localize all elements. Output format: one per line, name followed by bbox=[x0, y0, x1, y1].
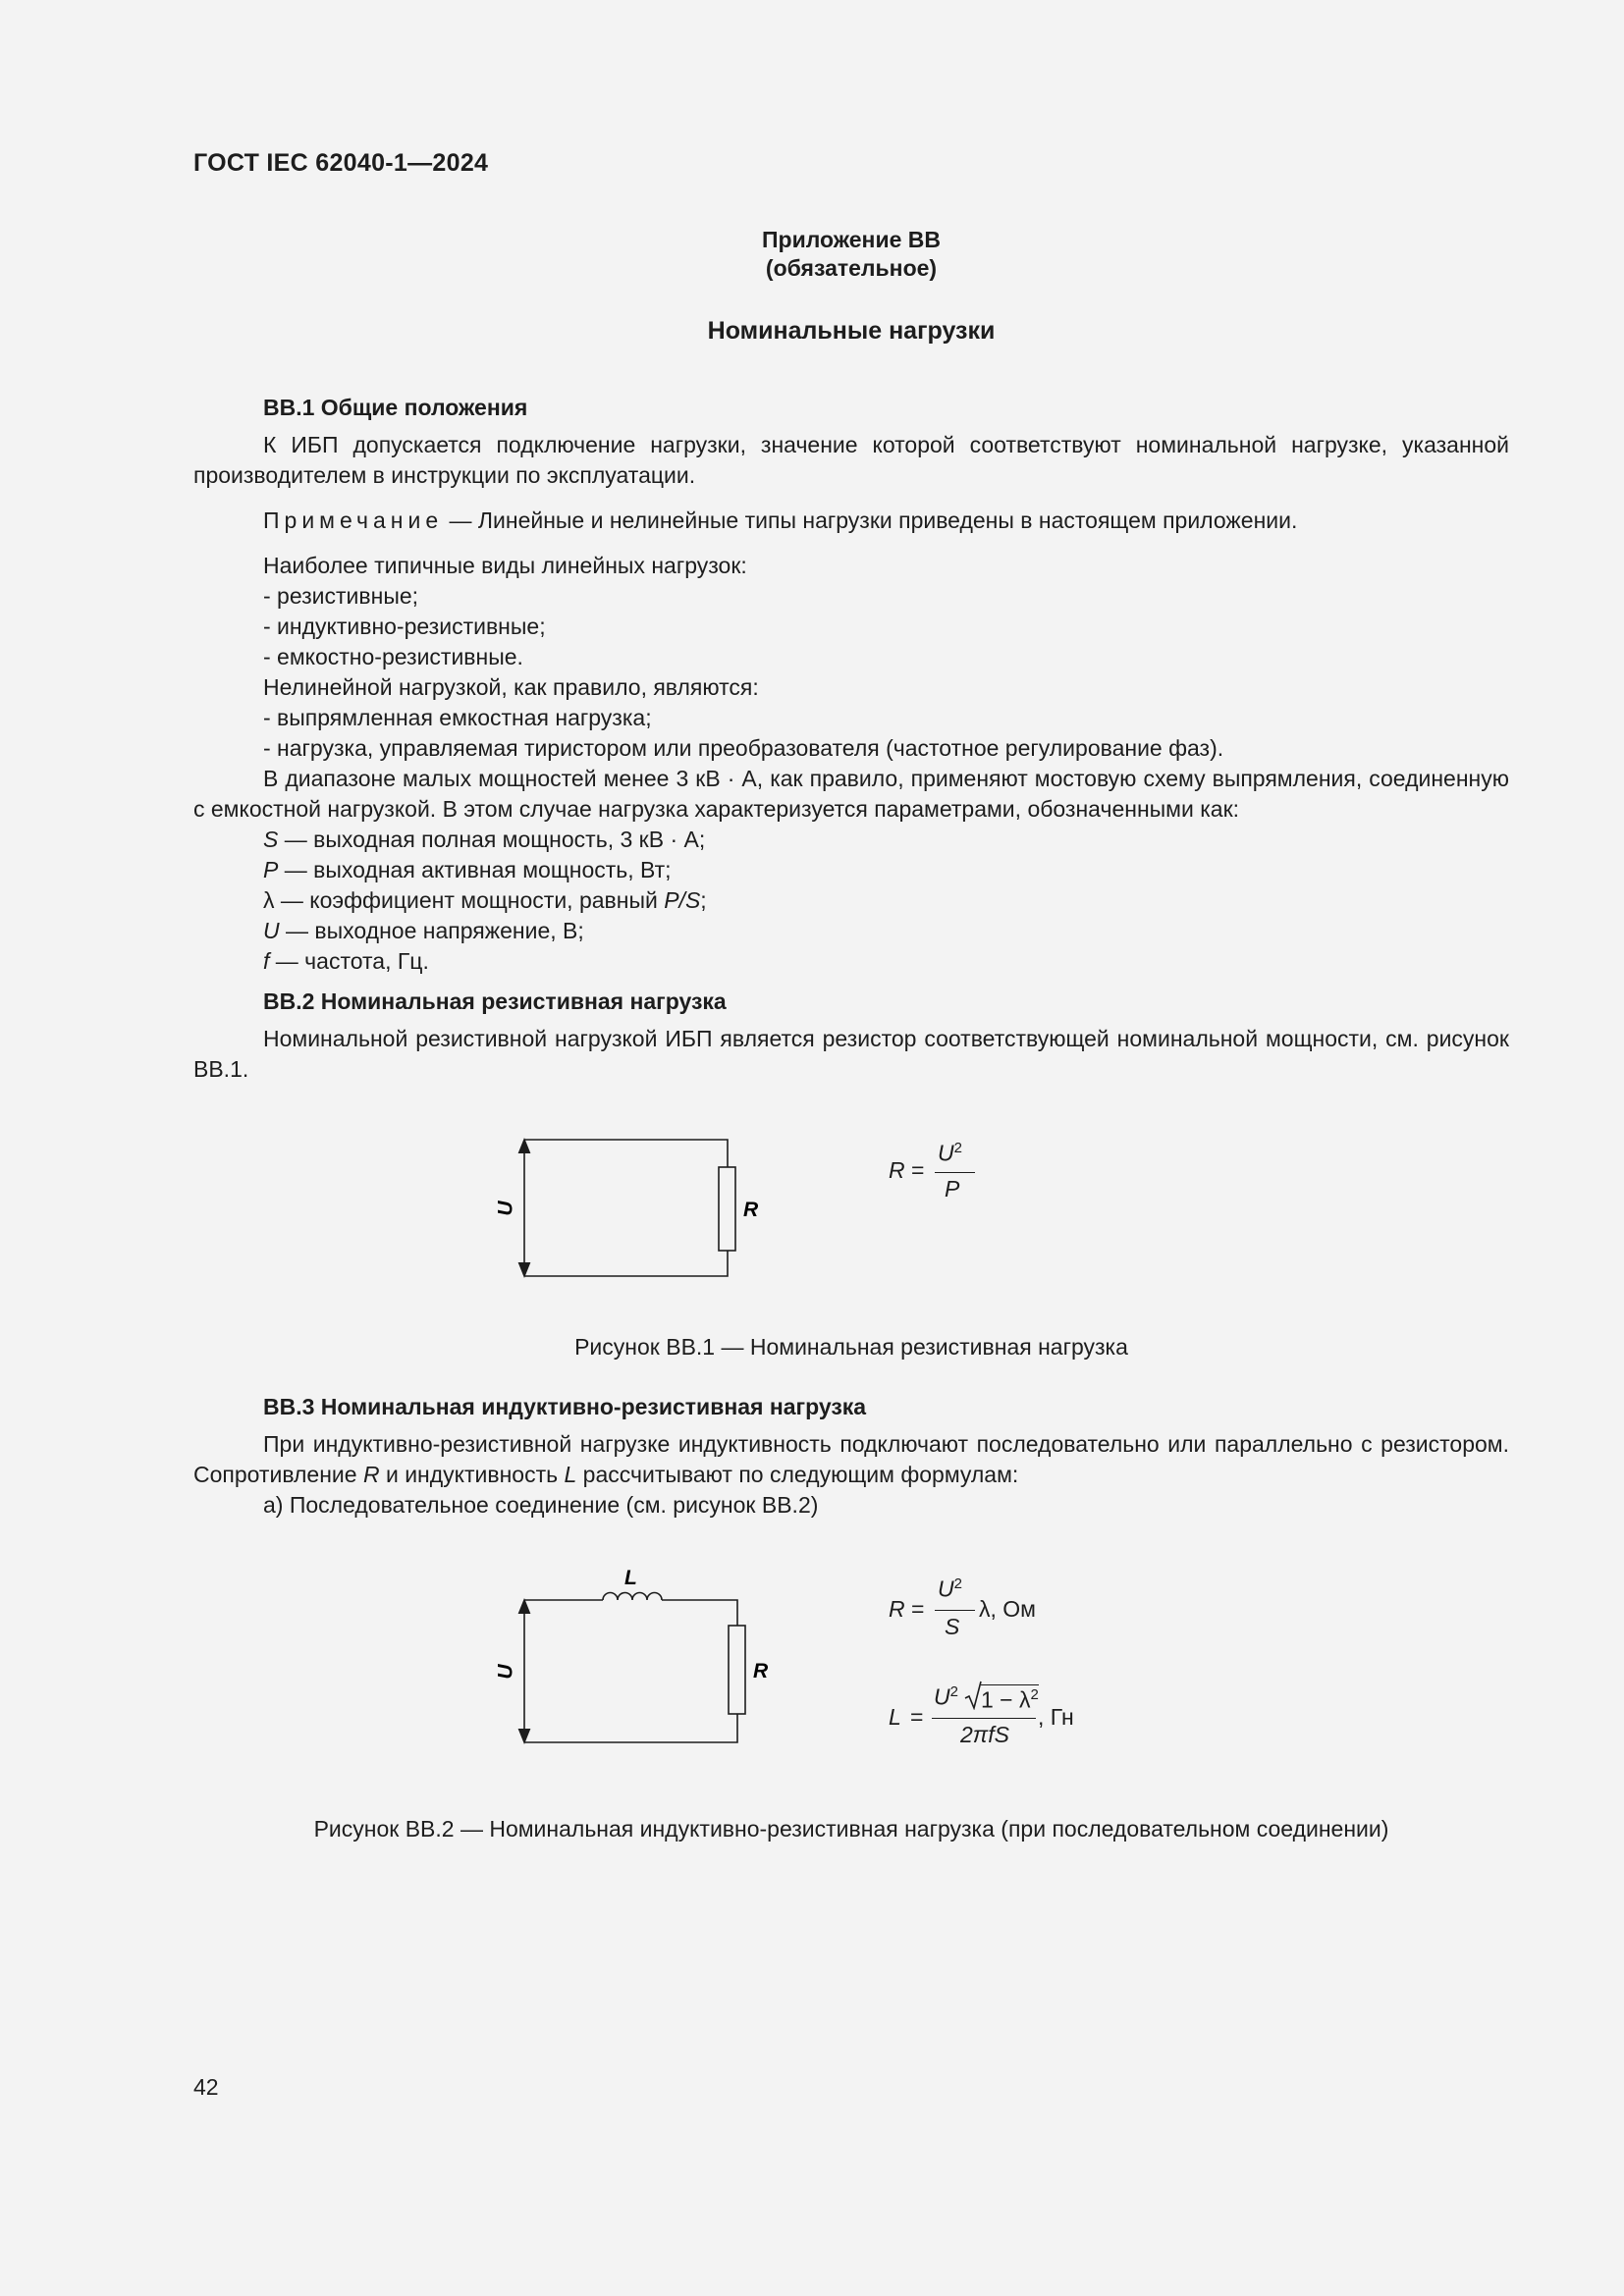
formula-eq: = bbox=[910, 1704, 924, 1730]
paragraph: В диапазоне малых мощностей менее 3 кВ · А, как правило, применяют мостовую схему выпрямления, соединенную с емкостной нагрузкой. В этом случае нагрузка характеризуется параметрами, обозначенными как: bbox=[193, 766, 1509, 822]
symbol-l: L bbox=[564, 1462, 577, 1487]
nonlinear-intro: Нелинейной нагрузкой, как правило, являются: bbox=[263, 674, 759, 700]
appendix-title: Приложение ВВ bbox=[761, 227, 941, 252]
param-item bbox=[193, 946, 1509, 977]
formula-eq: = bbox=[911, 1596, 925, 1622]
formula-eq: = bbox=[911, 1157, 925, 1183]
numerator-var: U bbox=[938, 1140, 954, 1166]
formula-lhs: R bbox=[889, 1157, 905, 1183]
formula-unit: , Гн bbox=[1038, 1704, 1074, 1730]
exponent: 2 bbox=[953, 1140, 962, 1156]
list-item: - емкостно-резистивные. bbox=[263, 644, 523, 669]
numerator-var: U bbox=[934, 1683, 950, 1710]
resistor-symbol bbox=[729, 1626, 745, 1714]
circuit-wire bbox=[524, 1251, 728, 1276]
formula-tail: λ, Ом bbox=[979, 1596, 1036, 1622]
figure-caption-bb1: Рисунок ВВ.1 — Номинальная резистивная нагрузка bbox=[574, 1334, 1128, 1360]
resistor-label: R bbox=[743, 1199, 759, 1221]
text-run: рассчитывают по следующим формулам: bbox=[576, 1462, 1019, 1487]
formula-numerator bbox=[938, 1576, 962, 1601]
param-tail: ; bbox=[700, 887, 707, 913]
section-bb2-body bbox=[193, 1024, 1509, 1085]
voltage-label: U bbox=[494, 1201, 517, 1216]
text-run: и индуктивность bbox=[379, 1462, 565, 1487]
circuit-wire bbox=[662, 1600, 737, 1626]
list-item-a: а) Последовательное соединение (см. рисунок ВВ.2) bbox=[263, 1492, 819, 1518]
paragraph: К ИБП допускается подключение нагрузки, значение которой соответствуют номинальной нагрузке, указанной производителем в инструкции по эксплуатации. bbox=[193, 432, 1509, 488]
param-text: — коэффициент мощности, равный bbox=[274, 887, 665, 913]
appendix-name: Номинальные нагрузки bbox=[707, 317, 996, 345]
resistor-symbol bbox=[719, 1167, 735, 1251]
inductor-symbol bbox=[603, 1593, 662, 1601]
appendix-title-block bbox=[193, 226, 1509, 283]
param-text: — выходная полная мощность, 3 кВ · А; bbox=[278, 827, 706, 852]
fraction-bar bbox=[935, 1610, 975, 1611]
formula-numerator bbox=[934, 1684, 958, 1709]
exponent: 2 bbox=[953, 1575, 962, 1592]
document-header: ГОСТ IEC 62040-1—2024 bbox=[193, 149, 489, 177]
section-bb1-body bbox=[193, 430, 1509, 977]
inductor-label: L bbox=[624, 1567, 637, 1589]
param-ratio: P/S bbox=[664, 887, 701, 913]
circuit-wire bbox=[524, 1140, 728, 1167]
list-item: - выпрямленная емкостная нагрузка; bbox=[263, 705, 652, 730]
appendix-status: (обязательное) bbox=[765, 255, 938, 281]
param-item bbox=[193, 916, 1509, 946]
voltage-label: U bbox=[494, 1664, 517, 1680]
param-symbol: U bbox=[263, 918, 280, 943]
param-item bbox=[193, 855, 1509, 885]
exponent: 2 bbox=[949, 1683, 958, 1700]
section-bb3-body bbox=[193, 1429, 1509, 1521]
list-item: - индуктивно-резистивные; bbox=[263, 614, 546, 639]
list-item: - нагрузка, управляемая тиристором или преобразователя (частотное регулирование фаз). bbox=[263, 735, 1224, 761]
paragraph: Номинальной резистивной нагрузкой ИБП является резистор соответствующей номинальной мощности, см. рисунок ВВ.1. bbox=[193, 1026, 1509, 1082]
param-item bbox=[193, 825, 1509, 855]
radicand bbox=[981, 1684, 1039, 1712]
formula-lhs: R bbox=[889, 1596, 905, 1622]
list-item: - резистивные; bbox=[263, 583, 419, 609]
fraction-bar bbox=[932, 1718, 1036, 1719]
section-heading-bb3: ВВ.3 Номинальная индуктивно-резистивная нагрузка bbox=[263, 1394, 867, 1419]
exponent: 2 bbox=[1030, 1686, 1039, 1703]
param-text: — выходная активная мощность, Вт; bbox=[278, 857, 672, 882]
numerator-var: U bbox=[938, 1575, 954, 1602]
formula-lhs: L bbox=[889, 1704, 901, 1730]
param-symbol: λ bbox=[263, 887, 275, 913]
formula-numerator bbox=[938, 1141, 962, 1165]
section-heading-bb2: ВВ.2 Номинальная резистивная нагрузка bbox=[263, 988, 727, 1014]
param-item bbox=[193, 885, 1509, 916]
circuit-wire bbox=[524, 1714, 737, 1742]
param-text: — выходное напряжение, В; bbox=[279, 918, 584, 943]
note-text: — Линейные и нелинейные типы нагрузки приведены в настоящем приложении. bbox=[443, 507, 1298, 533]
figure-bb1-circuit bbox=[481, 1119, 776, 1296]
radicand-text: 1 − λ bbox=[981, 1686, 1031, 1713]
symbol-r: R bbox=[362, 1462, 380, 1487]
note-label: Примечание bbox=[263, 507, 444, 533]
paragraph bbox=[193, 1429, 1509, 1490]
figure-caption-bb2: Рисунок ВВ.2 — Номинальная индуктивно-резистивная нагрузка (при последовательном соединении) bbox=[313, 1816, 1389, 1842]
page-number: 42 bbox=[193, 2074, 219, 2100]
formula-denominator: P bbox=[945, 1176, 960, 1201]
section-heading-bb1: ВВ.1 Общие положения bbox=[263, 395, 528, 420]
figure-bb2-circuit bbox=[481, 1561, 776, 1757]
param-symbol: S bbox=[263, 827, 279, 852]
linear-intro: Наиболее типичные виды линейных нагрузок: bbox=[263, 553, 747, 578]
param-text: — частота, Гц. bbox=[269, 948, 429, 974]
resistor-label: R bbox=[753, 1660, 769, 1682]
formula-denominator: 2πfS bbox=[960, 1722, 1009, 1747]
param-symbol: P bbox=[263, 857, 279, 882]
formula-denominator: S bbox=[945, 1614, 960, 1639]
param-symbol: f bbox=[263, 948, 270, 974]
note bbox=[193, 506, 1509, 536]
fraction-bar bbox=[935, 1172, 975, 1173]
text-run: При индуктивно-резистивной нагрузке индуктивность подключают последовательно или параллельно с резистором. Сопротивление bbox=[193, 1431, 1509, 1487]
